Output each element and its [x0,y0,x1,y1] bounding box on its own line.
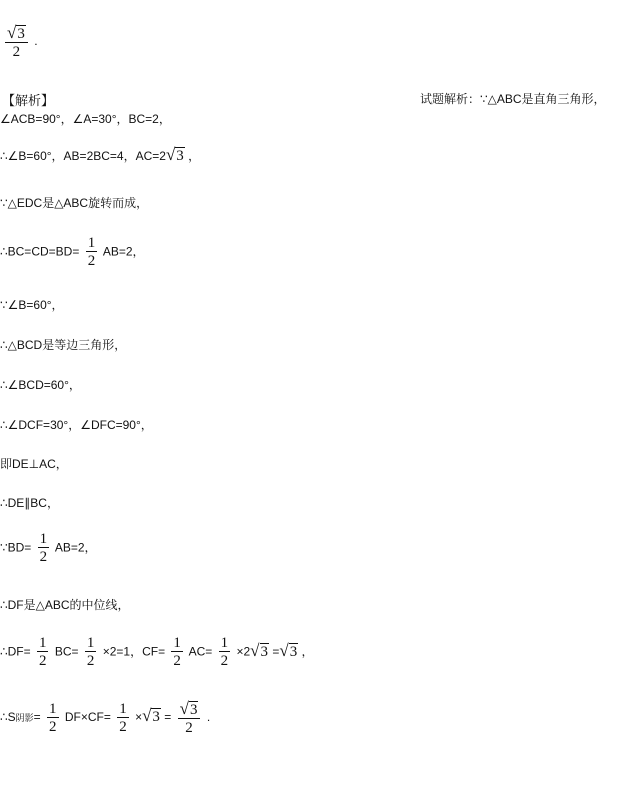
fraction: $\frac{1}{2}$ [39,531,48,565]
fraction: $\frac{√3}{2}$ [178,700,201,736]
line-7: ∴∠BCD=60°， [0,378,81,392]
sqrt: √3 [279,640,298,660]
fraction: $\frac{1}{2}$ [49,700,57,735]
line-13: ∴DF= $\frac{1}{2}$ BC= $\frac{1}{2}$ ×2=1，CF= $\frac{1}{2}$ AC= $\frac{1}{2}$ ×2√3 =√3 ， [0,635,314,669]
line-6: ∴△BCD是等边三角形， [0,338,127,352]
sqrt: √3 [179,699,198,718]
fraction: $\frac{1}{2}$ [86,635,95,669]
sqrt: √3 [250,640,268,660]
line-1: ∠ACB=90°，∠A=30°，BC=2， [0,112,171,126]
line-5: ∵∠B=60°， [0,298,64,312]
line-8: ∴∠DCF=30°，∠DFC=90°， [0,418,153,432]
sqrt: √3 [142,706,160,726]
fraction: $\frac{1}{2}$ [38,635,47,669]
analysis-label: 【解析】 [2,93,55,108]
line-11: ∵BD= $\frac{1}{2}$ AB=2， [0,531,97,565]
fraction: $\frac{1}{2}$ [220,635,229,669]
fraction: $\frac{1}{2}$ [119,700,127,735]
line-4: ∴BC=CD=BD= $\frac{1}{2}$ AB=2， [0,235,145,269]
line-14: ∴S阴影= $\frac{1}{2}$ DF×CF= $\frac{1}{2}$ ×√3 = $\frac{√3}{2}$ . [0,699,211,736]
fraction: $\frac{1}{2}$ [173,635,181,669]
sqrt: √3 [7,23,25,42]
top-result: $\frac{√3}{2}$ . [7,23,38,60]
line-10: ∴DE∥BC， [0,496,59,510]
line-12: ∴DF是△ABC的中位线， [0,598,130,612]
result-fraction: $\frac{√3}{2}$ [5,24,28,60]
fraction: $\frac{1}{2}$ [87,235,96,269]
line-9: 即DE⊥AC， [0,457,68,471]
sqrt: √3 [165,145,184,164]
intro-text: 试题解析：∵△ABC是直角三角形， [420,92,606,106]
line-3: ∵△EDC是△ABC旋转而成， [0,196,149,210]
line-2: ∴∠B=60°，AB=2BC=4，AC=2√3 ， [0,145,201,164]
